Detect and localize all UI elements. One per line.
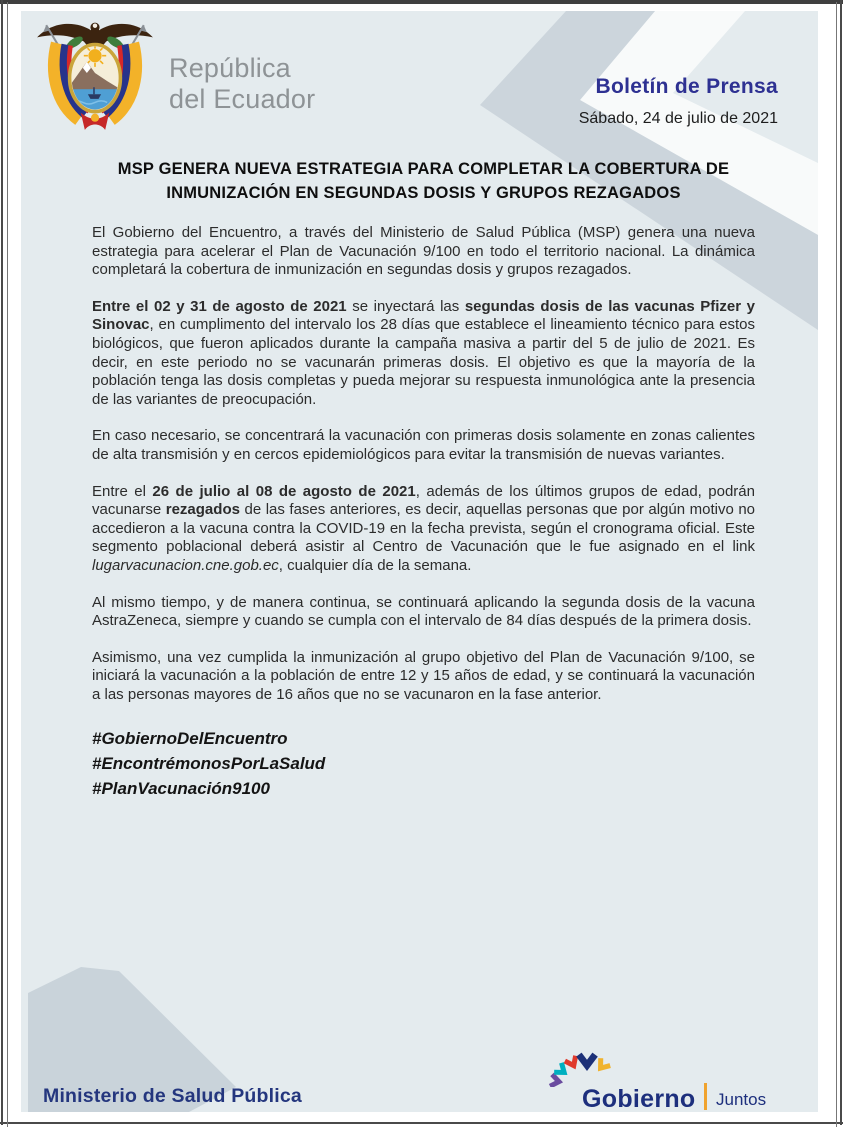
logo-separator-bar [704,1083,707,1110]
gobierno-wordmark: Gobierno [582,1085,696,1112]
paragraph [92,298,755,410]
frame-border-top [0,0,843,4]
frame-border-bottom [0,1122,843,1124]
gobierno-tagline: Juntos [716,1090,767,1109]
text-run: rezagados [165,501,240,519]
bulletin-date: Sábado, 24 de julio de 2021 [578,110,778,127]
text-run: Entre el 02 y 31 de agosto de 2021 [92,297,347,315]
text-run: segundas dosis de las vacunas Pfizer y Sinovac [92,297,755,334]
coat-of-arms-svg [33,13,157,137]
frame-border-right-inner [836,2,837,1127]
frame-border-right [840,0,842,1125]
ministry-name: Ministerio de Salud Pública [43,1085,302,1107]
republic-line2: del Ecuador [169,84,316,114]
paragraph [92,594,755,631]
hashtag: #PlanVacunación9100 [92,779,270,799]
text-run: El Gobierno del Encuentro, a través del Ministerio de Salud Pública (MSP) genera una nueva estrategia para acelerar el Plan de Vacunación 9/100 en todo el territorio nacional. La dinámica completará la cobertura de inmunización en segundas dosis y grupos rezagados. [92,224,755,279]
text-run: lugarvacunacion.cne.gob.ec [92,556,279,574]
ecuador-coat-of-arms-icon [33,13,157,137]
paragraph [92,224,755,280]
hashtag: #GobiernoDelEncuentro [92,729,288,749]
republic-line1: República [169,53,291,83]
frame-border-left [1,0,3,1125]
bulletin-title: Boletín de Prensa [595,75,778,98]
text-run: , además de los últimos grupos de edad, podrán vacunarse [92,482,755,519]
paragraph [92,483,755,576]
text-run: , en cumplimento del intervalo los 28 días que establece el lineamiento técnico para estos biológicos, que fueron aplicados durante la campaña masiva a partir del 5 de julio de 2021. Es decir, en este periodo no se vacunarán primeras dosis. El objetivo es que la mayoría de la población tenga las dosis completas y pueda mejorar su respuesta inmunológica ante la presencia de las variantes de preocupación. [92,316,755,408]
text-run: En caso necesario, se concentrará la vacunación con primeras dosis solamente en zonas calientes de alta transmisión y en cercos epidemiológicos para evitar la transmisión de nuevas variantes. [92,427,755,463]
frame-border-left-inner [7,2,8,1127]
document-content [92,157,755,801]
document-title-line2: INMUNIZACIÓN EN SEGUNDAS DOSIS Y GRUPOS REZAGADOS [166,184,681,202]
text-run: Entre el [92,482,153,500]
text-run: Asimismo, una vez cumplida la inmunización al grupo objetivo del Plan de Vacunación 9/100, se iniciará la vacunación a la población de entre 12 y 15 años de edad, y se continuará la vacunación a las personas mayores de 16 años que no se vacunaron en la fase anterior. [92,648,755,703]
paragraph [92,427,755,464]
document-page [21,11,818,1112]
text-run: 26 de julio al 08 de agosto de 2021 [152,482,416,500]
gobierno-logo [541,1049,813,1112]
republic-name [169,53,315,115]
body-paragraphs [92,224,755,704]
hashtag: #EncontrémonosPorLaSalud [92,754,326,774]
text-run: de las fases anteriores, es decir, aquellas personas que por algún motivo no accedieron a la vacuna contra la COVID-19 en la fecha prevista, según el cronograma oficial. Este segmento poblacional deberá asistir al Centro de Vacunación que le fue asignado en el link [92,501,756,556]
document-title-line1: MSP GENERA NUEVA ESTRATEGIA PARA COMPLETAR LA COBERTURA DE [117,160,730,178]
gobierno-chevron-fan-icon [547,1051,617,1087]
document-title [92,157,755,205]
hashtag-list [92,726,755,801]
text-run: se inyectará las [346,297,465,315]
text-run: , cualquier día de la semana. [278,556,472,574]
paragraph [92,649,755,705]
text-run: Al mismo tiempo, y de manera continua, se continuará aplicando la segunda dosis de la vacuna AstraZeneca, siempre y cuando se cumpla con el intervalo de 84 días después de la primera dosis. [92,593,755,630]
